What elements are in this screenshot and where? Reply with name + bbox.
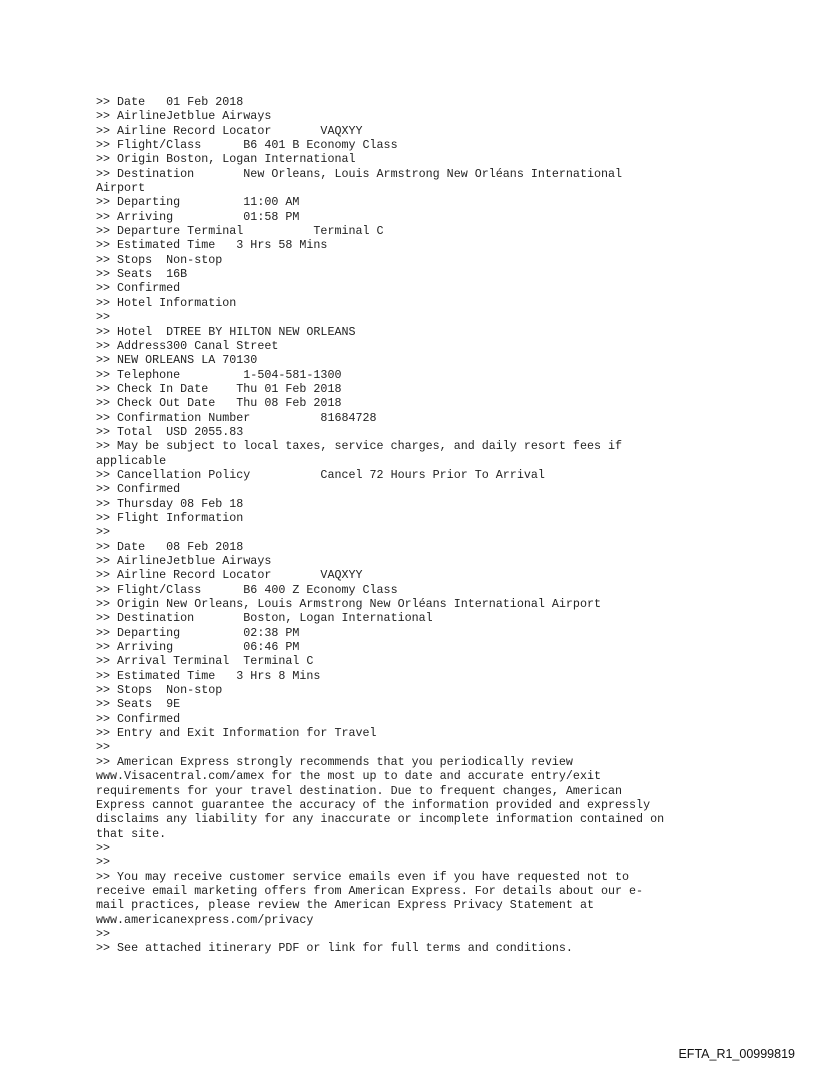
text-line: Airport (96, 181, 146, 196)
text-line: >> (96, 310, 111, 325)
text-line: >> Origin Boston, Logan International (96, 152, 356, 167)
text-line: www.Visacentral.com/amex for the most up to date and accurate entry/exit (96, 769, 601, 784)
text-line: >> Confirmed (96, 281, 181, 296)
text-line: >> Check In Date Thu 01 Feb 2018 (96, 381, 342, 396)
text-line: www.americanexpress.com/privacy (96, 912, 314, 927)
text-line: >> Destination Boston, Logan International (96, 611, 433, 626)
text-line: >> Departing 02:38 PM (96, 625, 300, 640)
email-body (96, 95, 796, 956)
text-line: >> Thursday 08 Feb 18 (96, 496, 244, 511)
text-line: >> May be subject to local taxes, service charges, and daily resort fees if (96, 439, 623, 454)
text-line: >> Estimated Time 3 Hrs 8 Mins (96, 668, 321, 683)
text-line: >> Destination New Orleans, Louis Armstrong New Orléans International (96, 166, 623, 181)
text-line: >> Flight/Class B6 401 B Economy Class (96, 138, 398, 153)
text-line: >> Address300 Canal Street (96, 338, 279, 353)
text-line: >> Departure Terminal Terminal C (96, 224, 384, 239)
text-line: >> Seats 9E (96, 697, 181, 712)
text-line: mail practices, please review the American Express Privacy Statement at (96, 898, 594, 913)
text-line: >> (96, 525, 111, 540)
text-line: >> Flight/Class B6 400 Z Economy Class (96, 582, 398, 597)
text-line: that site. (96, 826, 167, 841)
text-line: receive email marketing offers from American Express. For details about our e- (96, 883, 644, 898)
text-line: >> Confirmation Number 81684728 (96, 410, 377, 425)
text-line: >> Hotel DTREE BY HILTON NEW ORLEANS (96, 324, 356, 339)
text-line: >> Airline Record Locator VAQXYY (96, 123, 363, 138)
text-line: requirements for your travel destination. Due to frequent changes, American (96, 783, 623, 798)
text-line: applicable (96, 453, 167, 468)
text-line: >> (96, 740, 111, 755)
text-line: >> Cancellation Policy Cancel 72 Hours Prior To Arrival (96, 467, 545, 482)
text-line: >> (96, 926, 111, 941)
bates-number: EFTA_R1_00999819 (678, 1047, 795, 1061)
text-line: >> Arriving 06:46 PM (96, 640, 300, 655)
text-line: >> American Express strongly recommends that you periodically review (96, 754, 573, 769)
text-line: >> Stops Non-stop (96, 252, 223, 267)
text-line: >> Entry and Exit Information for Travel (96, 726, 377, 741)
text-line: >> Stops Non-stop (96, 683, 223, 698)
text-line: >> Check Out Date Thu 08 Feb 2018 (96, 396, 342, 411)
text-line: >> Date 01 Feb 2018 (96, 95, 244, 109)
text-line: >> Date 08 Feb 2018 (96, 539, 244, 554)
text-line: Express cannot guarantee the accuracy of the information provided and expressly (96, 797, 651, 812)
text-line: >> Estimated Time 3 Hrs 58 Mins (96, 238, 328, 253)
text-line: >> (96, 855, 111, 870)
text-line: >> Telephone 1-504-581-1300 (96, 367, 342, 382)
text-line: >> You may receive customer service emails even if you have requested not to (96, 869, 630, 884)
text-line: >> Seats 16B (96, 267, 188, 282)
text-line: >> Hotel Information (96, 295, 237, 310)
text-line: >> Airline Record Locator VAQXYY (96, 568, 363, 583)
text-line: >> AirlineJetblue Airways (96, 109, 272, 124)
text-line: >> Arrival Terminal Terminal C (96, 654, 314, 669)
text-line: >> Confirmed (96, 711, 181, 726)
text-line: >> AirlineJetblue Airways (96, 554, 272, 568)
text-line: >> Arriving 01:58 PM (96, 209, 300, 224)
text-line: >> See attached itinerary PDF or link for full terms and conditions. (96, 941, 573, 956)
text-line: >> (96, 840, 111, 855)
text-line: >> NEW ORLEANS LA 70130 (96, 353, 258, 368)
text-line: >> Total USD 2055.83 (96, 424, 244, 439)
text-line: >> Origin New Orleans, Louis Armstrong New Orléans International Airport (96, 597, 601, 612)
text-line: >> Confirmed (96, 482, 181, 497)
text-line: disclaims any liability for any inaccurate or incomplete information contained on (96, 812, 665, 827)
text-line: >> Departing 11:00 AM (96, 195, 300, 210)
text-line: >> Flight Information (96, 510, 244, 525)
